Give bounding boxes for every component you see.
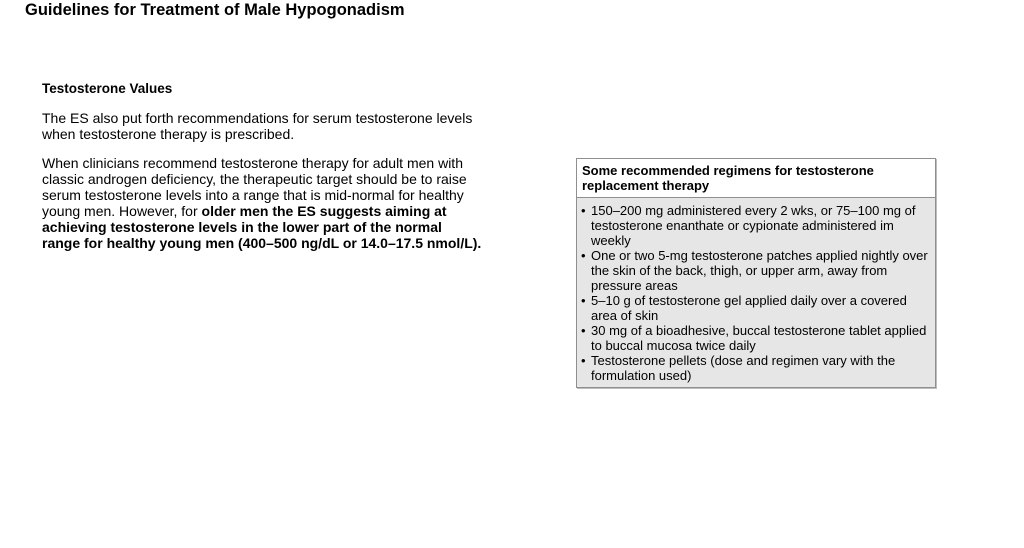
regimen-item: [581, 203, 931, 248]
regimen-text: One or two 5-mg testosterone patches applied nightly over the skin of the back, thigh, or upper arm, away from pressure areas: [591, 248, 928, 293]
regimen-text: Testosterone pellets (dose and regimen vary with the formulation used): [591, 353, 896, 383]
slide-title: Guidelines for Treatment of Male Hypogonadism: [25, 1, 405, 19]
regimens-box: [576, 158, 936, 388]
intro-paragraph: The ES also put forth recommendations for serum testosterone levels when testosterone therapy is prescribed.: [42, 110, 473, 142]
bullet-icon: •: [581, 203, 586, 218]
bullet-icon: •: [581, 353, 586, 368]
section-heading: Testosterone Values: [42, 81, 173, 96]
regimens-list: [577, 198, 935, 387]
bullet-icon: •: [581, 293, 586, 308]
testosterone-values-section: [42, 81, 482, 264]
regimens-header: Some recommended regimens for testosterone replacement therapy: [577, 159, 935, 198]
regimen-item: [581, 323, 931, 353]
bullet-icon: •: [581, 248, 586, 263]
target-paragraph: [42, 155, 482, 251]
regimen-text: 150–200 mg administered every 2 wks, or 75–100 mg of testosterone enanthate or cypionate administered im weekly: [591, 203, 916, 248]
regimen-item: [581, 353, 931, 383]
regimen-item: [581, 293, 931, 323]
bullet-icon: •: [581, 323, 586, 338]
target-paragraph-emphasis: older men the ES suggests aiming at achieving testosterone levels in the lower part of the normal range for healthy young men (400–500 ng/dL or 14.0–17.5 nmol/L).: [42, 203, 482, 251]
regimen-text: 30 mg of a bioadhesive, buccal testosterone tablet applied to buccal mucosa twice daily: [591, 323, 927, 353]
target-paragraph-text: When clinicians recommend testosterone therapy for adult men with classic androgen deficiency, the therapeutic target should be to raise serum testosterone levels into a range that is mid-normal for healthy young men. However, for: [42, 155, 467, 219]
regimen-text: 5–10 g of testosterone gel applied daily over a covered area of skin: [591, 293, 907, 323]
regimen-item: [581, 248, 931, 293]
